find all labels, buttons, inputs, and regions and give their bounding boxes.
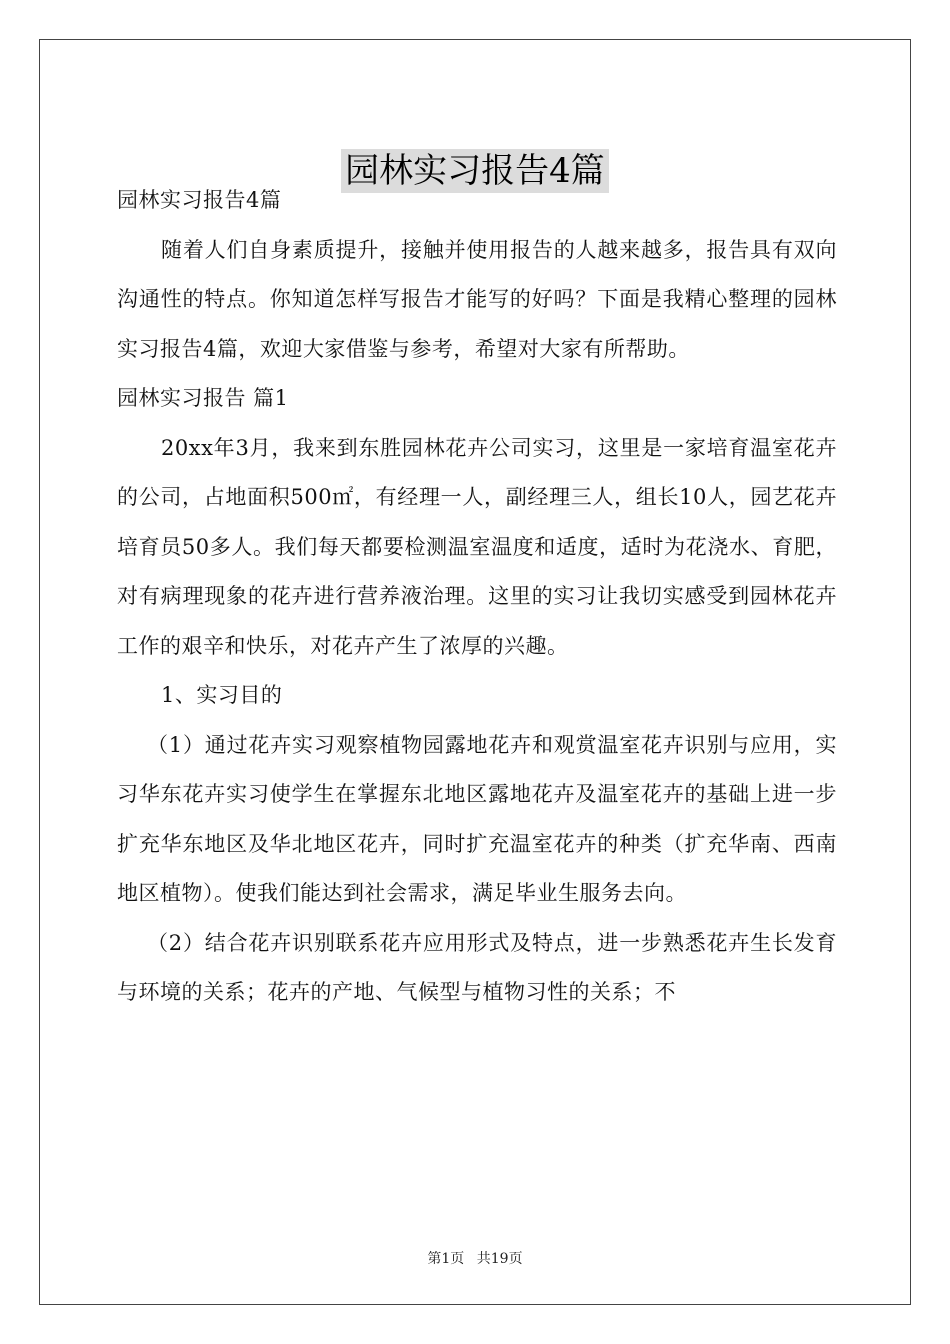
section-heading: 园林实习报告 篇1 — [117, 386, 289, 410]
document-title: 园林实习报告4篇 — [341, 149, 609, 193]
body-paragraph: （2）结合花卉识别联系花卉应用形式及特点，进一步熟悉花卉生长发育与环境的关系；花卉的产地、气候型与植物习性的关系；不 — [117, 930, 837, 1004]
subsection-heading: 1、实习目的 — [161, 683, 283, 707]
page-footer — [0, 1248, 950, 1268]
document-body — [117, 176, 837, 1018]
intro-paragraph: 随着人们自身素质提升，接触并使用报告的人越来越多，报告具有双向沟通性的特点。你知道怎样写报告才能写的好吗？下面是我精心整理的园林实习报告4篇，欢迎大家借鉴与参考，希望对大家有所帮助。 — [117, 237, 837, 361]
subtitle-paragraph: 园林实习报告4篇 — [117, 188, 282, 212]
body-paragraph: （1）通过花卉实习观察植物园露地花卉和观赏温室花卉识别与应用，实习华东花卉实习使学生在掌握东北地区露地花卉及温室花卉的基础上进一步扩充华东地区及华北地区花卉，同时扩充温室花卉的种类（扩充华南、西南地区植物）。使我们能达到社会需求，满足毕业生服务去向。 — [117, 732, 837, 905]
body-paragraph: 20xx年3月，我来到东胜园林花卉公司实习，这里是一家培育温室花卉的公司，占地面积500㎡，有经理一人，副经理三人，组长10人，园艺花卉培育员50多人。我们每天都要检测温室温度和适度，适时为花浇水、育肥，对有病理现象的花卉进行营养液治理。这里的实习让我切实感受到园林花卉工作的艰辛和快乐，对花卉产生了浓厚的兴趣。 — [117, 435, 837, 658]
page-number: 第1页 — [427, 1251, 465, 1267]
total-pages: 共19页 — [476, 1251, 523, 1267]
